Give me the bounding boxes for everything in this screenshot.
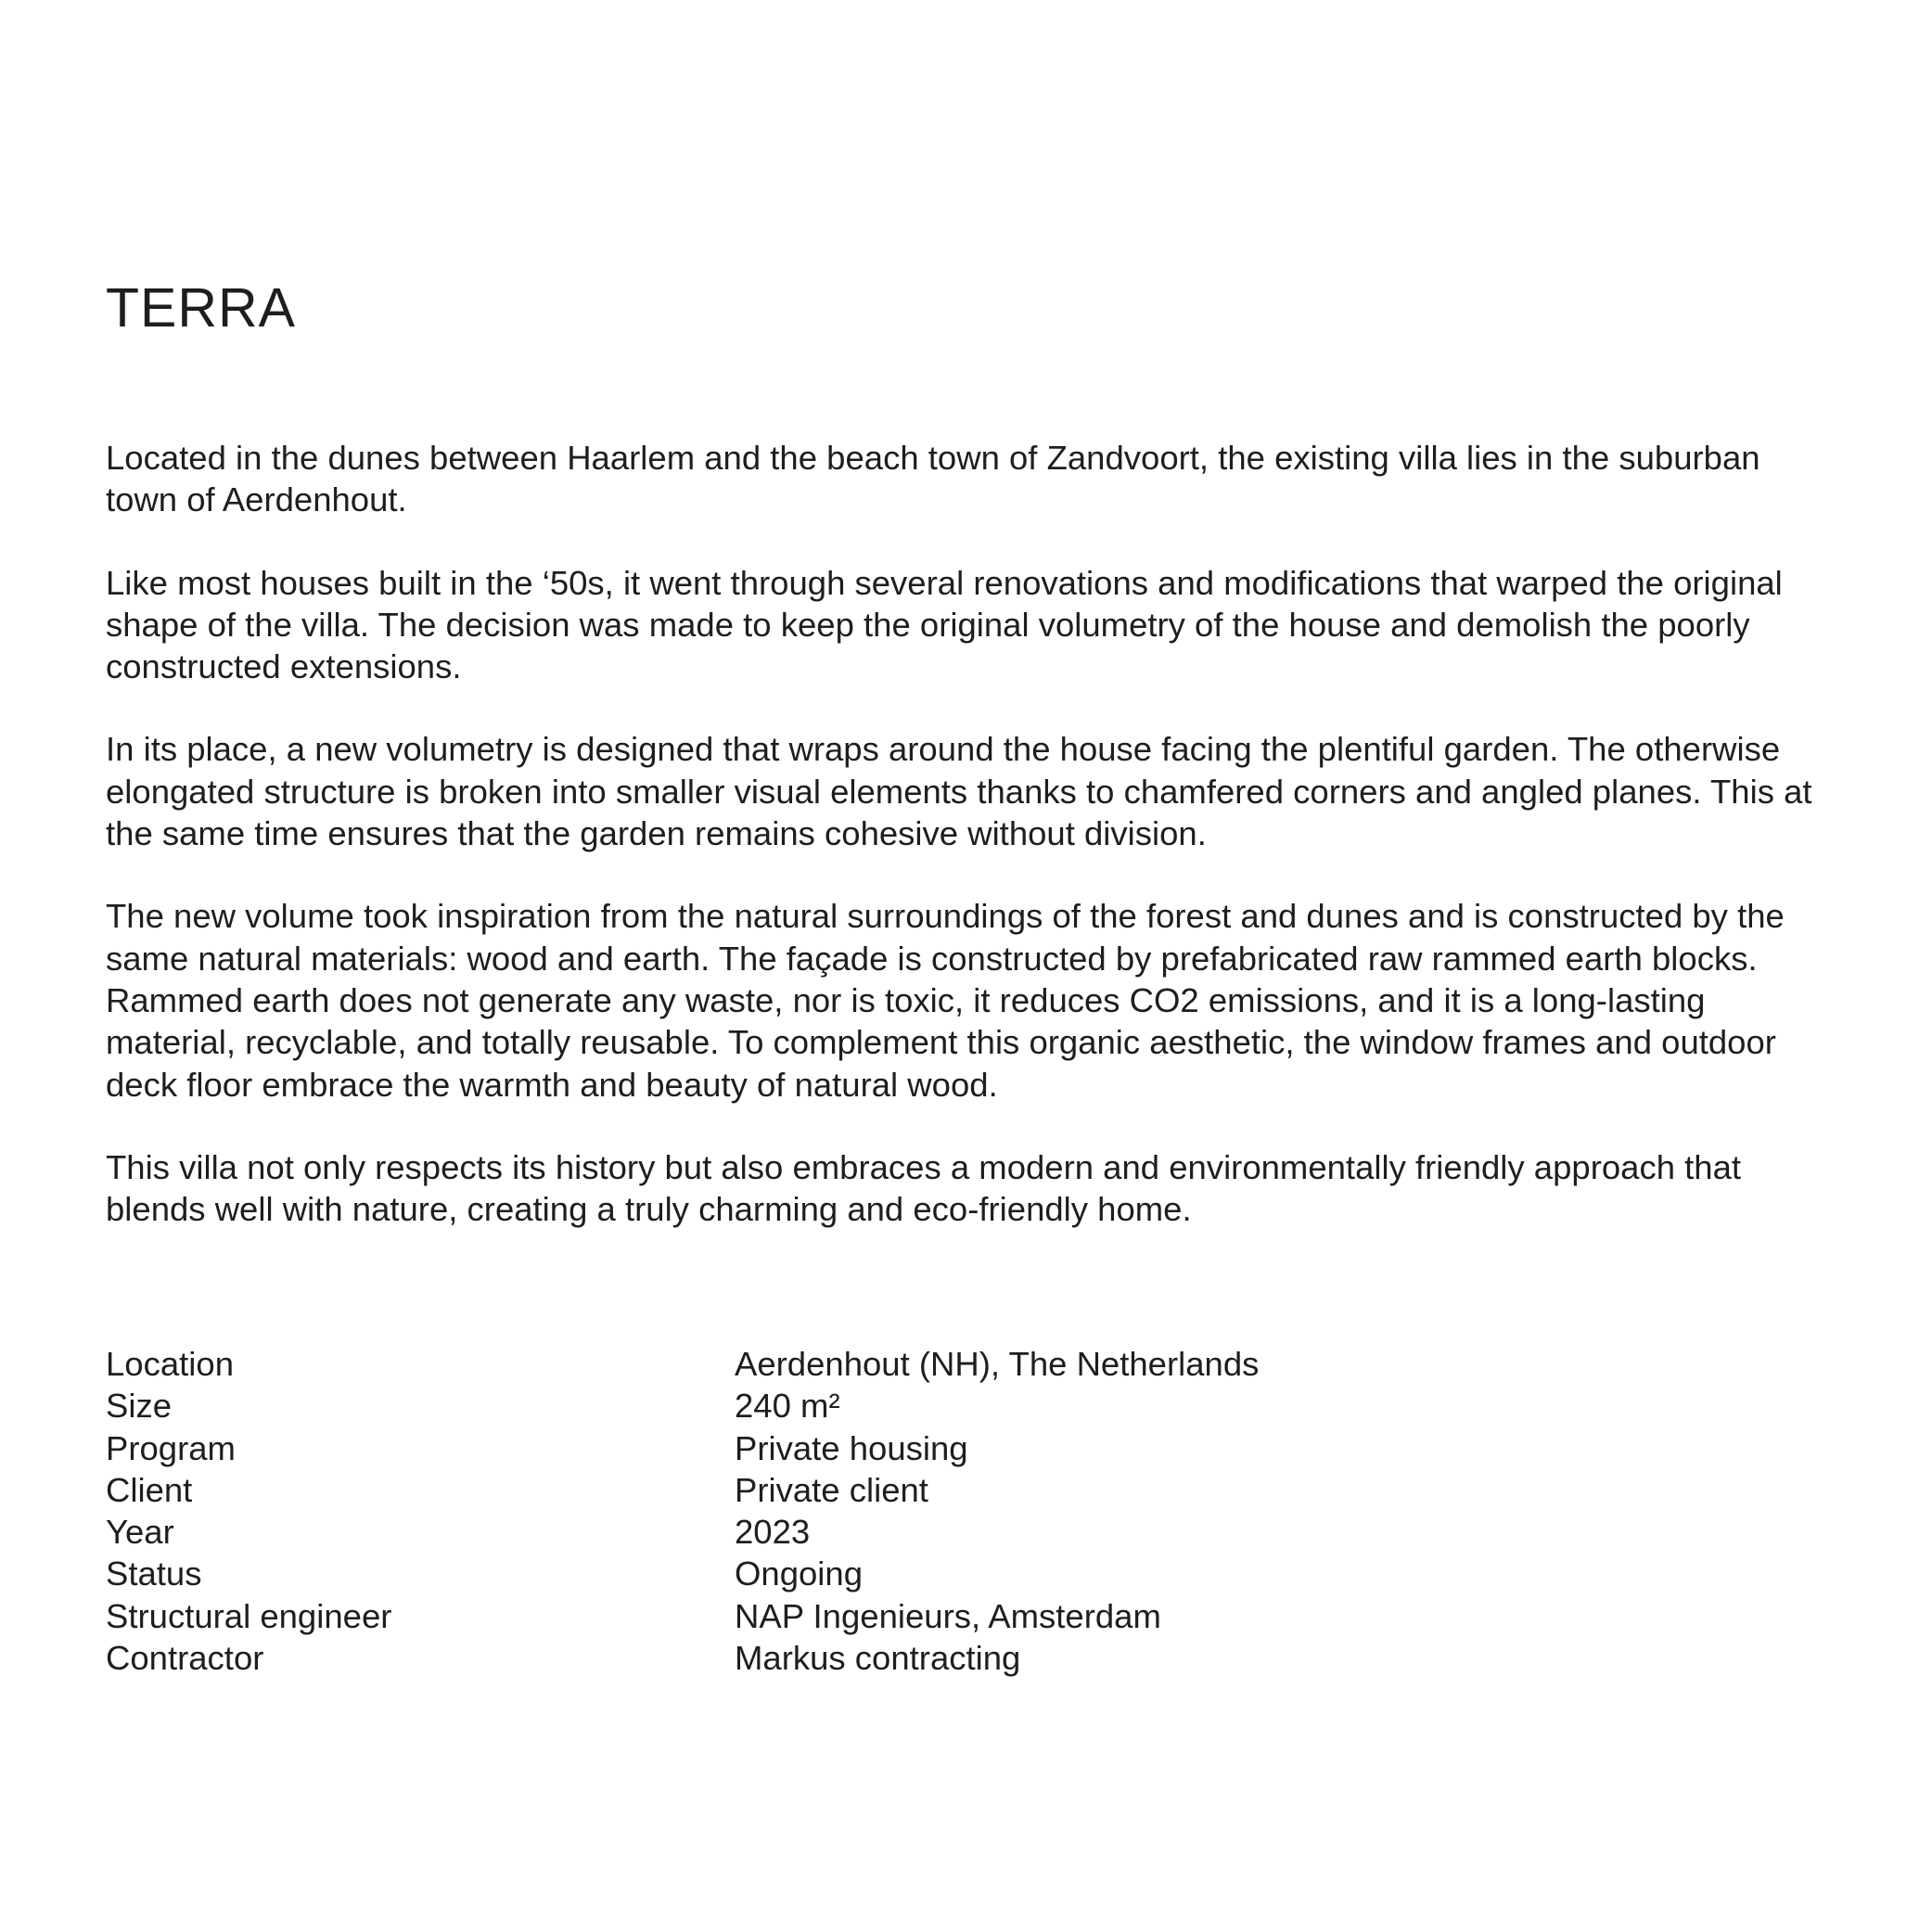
- spec-label: Status: [106, 1555, 202, 1593]
- paragraph-history: Like most houses built in the ‘50s, it went through several renovations and modifications that warped the original shape of the villa. The decision was made to keep the original volumetry of the house and demolish the poorly constructed extensions.: [106, 563, 1783, 686]
- spec-label: Structural engineer: [106, 1596, 392, 1635]
- spec-value: Private housing: [735, 1428, 968, 1467]
- spec-row-year: [106, 1511, 1497, 1553]
- paragraph-conclusion: This villa not only respects its history but also embraces a modern and environmentally friendly approach that blends well with nature, creating a truly charming and eco-friendly home.: [106, 1147, 1742, 1229]
- spec-value: Aerdenhout (NH), The Netherlands: [735, 1345, 1260, 1383]
- project-description: [106, 437, 1831, 1271]
- spec-label: Location: [106, 1345, 234, 1383]
- spec-row-structural-engineer: [106, 1595, 1497, 1637]
- spec-value: Private client: [735, 1470, 928, 1509]
- spec-label: Client: [106, 1470, 193, 1509]
- paragraph-volumetry: In its place, a new volumetry is designed that wraps around the house facing the plentiful garden. The otherwise elongated structure is broken into smaller visual elements thanks to chamfered corners and angled planes. This at the same time ensures that the garden remains cohesive without division.: [106, 730, 1812, 853]
- project-specs-table: [106, 1343, 1497, 1679]
- spec-value: 2023: [735, 1513, 811, 1552]
- spec-label: Program: [106, 1428, 236, 1467]
- spec-value: Markus contracting: [735, 1639, 1021, 1678]
- spec-row-status: [106, 1553, 1497, 1594]
- spec-row-program: [106, 1427, 1497, 1469]
- spec-value: Ongoing: [735, 1555, 863, 1593]
- spec-value: 240 m²: [735, 1387, 840, 1426]
- spec-label: Year: [106, 1513, 174, 1552]
- spec-label: Contractor: [106, 1639, 264, 1678]
- page-title: TERRA: [106, 277, 296, 339]
- spec-row-client: [106, 1469, 1497, 1511]
- spec-value: NAP Ingenieurs, Amsterdam: [735, 1596, 1161, 1635]
- spec-label: Size: [106, 1387, 173, 1426]
- paragraph-location: Located in the dunes between Haarlem and the beach town of Zandvoort, the existing villa lies in the suburban town of Aerdenhout.: [106, 439, 1760, 519]
- spec-row-size: [106, 1385, 1497, 1427]
- spec-row-location: [106, 1343, 1497, 1385]
- spec-row-contractor: [106, 1637, 1497, 1679]
- paragraph-materials: The new volume took inspiration from the natural surroundings of the forest and dunes and is constructed by the same natural materials: wood and earth. The façade is constructed by prefabricated raw rammed earth blocks. Rammed earth does not generate any waste, nor is toxic, it reduces CO2 emissions, and it is a long-lasting material, recyclable, and totally reusable. To complement this organic aesthetic, the window frames and outdoor deck floor embrace the warmth and beauty of natural wood.: [106, 897, 1785, 1104]
